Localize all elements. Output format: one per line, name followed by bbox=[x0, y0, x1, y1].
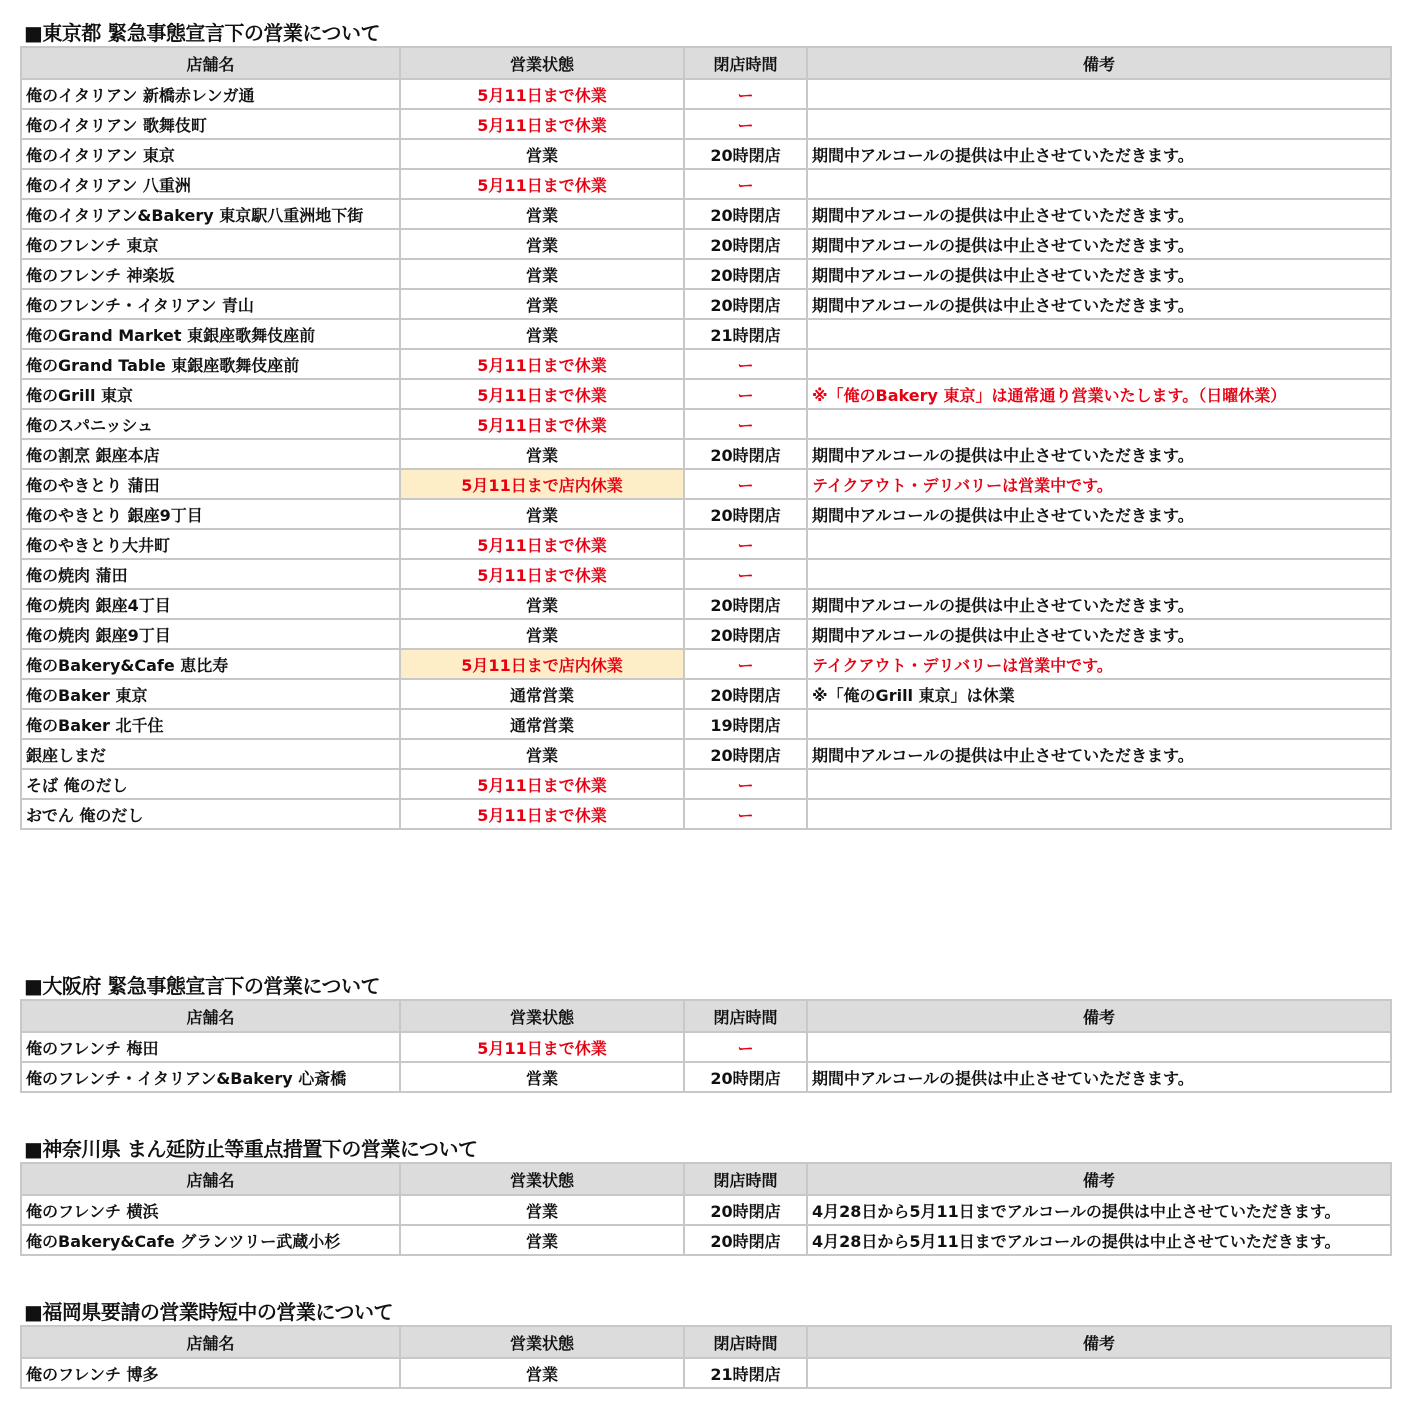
note-cell bbox=[807, 169, 1391, 199]
status-cell: 通常営業 bbox=[400, 709, 684, 739]
table-row bbox=[21, 439, 1391, 469]
note-cell bbox=[807, 529, 1391, 559]
table-row bbox=[21, 1358, 1391, 1388]
closing-time-cell: 21時閉店 bbox=[684, 319, 807, 349]
note-cell: テイクアウト・デリバリーは営業中です。 bbox=[807, 649, 1391, 679]
closing-time-cell: ー bbox=[684, 529, 807, 559]
note-cell bbox=[807, 409, 1391, 439]
note-cell: 期間中アルコールの提供は中止させていただきます。 bbox=[807, 199, 1391, 229]
closing-time-cell: ー bbox=[684, 559, 807, 589]
closing-time-cell: ー bbox=[684, 649, 807, 679]
closing-time-cell: ー bbox=[684, 379, 807, 409]
status-cell: 営業 bbox=[400, 259, 684, 289]
note-cell: 4月28日から5月11日までアルコールの提供は中止させていただきます。 bbox=[807, 1195, 1391, 1225]
status-cell: 5月11日まで休業 bbox=[400, 529, 684, 559]
status-cell: 5月11日まで休業 bbox=[400, 379, 684, 409]
status-cell: 5月11日まで休業 bbox=[400, 169, 684, 199]
shop-name-cell: 俺のフレンチ・イタリアン 青山 bbox=[21, 289, 400, 319]
table-row bbox=[21, 769, 1391, 799]
header-shop-name: 店舗名 bbox=[21, 1000, 400, 1032]
shop-name-cell: 俺のフレンチ・イタリアン&Bakery 心斎橋 bbox=[21, 1062, 400, 1092]
closing-time-cell: 19時閉店 bbox=[684, 709, 807, 739]
table-row bbox=[21, 709, 1391, 739]
note-cell: 期間中アルコールの提供は中止させていただきます。 bbox=[807, 739, 1391, 769]
table-row bbox=[21, 1062, 1391, 1092]
section-title: ■神奈川県 まん延防止等重点措置下の営業について bbox=[24, 1137, 478, 1161]
closing-time-cell: ー bbox=[684, 169, 807, 199]
table-row bbox=[21, 499, 1391, 529]
note-cell bbox=[807, 109, 1391, 139]
note-cell: 期間中アルコールの提供は中止させていただきます。 bbox=[807, 499, 1391, 529]
header-status: 営業状態 bbox=[400, 47, 684, 79]
section-title: ■福岡県要請の営業時短中の営業について bbox=[24, 1300, 393, 1324]
header-note: 備考 bbox=[807, 1000, 1391, 1032]
closing-time-cell: ー bbox=[684, 799, 807, 829]
closing-time-cell: 20時閉店 bbox=[684, 1195, 807, 1225]
closing-time-cell: 20時閉店 bbox=[684, 199, 807, 229]
table-row bbox=[21, 1195, 1391, 1225]
table-row bbox=[21, 679, 1391, 709]
shop-table bbox=[20, 1162, 1392, 1256]
shop-table bbox=[20, 1325, 1392, 1389]
header-closing-time: 閉店時間 bbox=[684, 1000, 807, 1032]
header-closing-time: 閉店時間 bbox=[684, 47, 807, 79]
status-cell: 5月11日まで休業 bbox=[400, 109, 684, 139]
status-cell: 5月11日まで休業 bbox=[400, 769, 684, 799]
header-status: 営業状態 bbox=[400, 1326, 684, 1358]
header-shop-name: 店舗名 bbox=[21, 1326, 400, 1358]
shop-name-cell: 俺のBakery&Cafe グランツリー武蔵小杉 bbox=[21, 1225, 400, 1255]
table-row bbox=[21, 469, 1391, 499]
status-cell: 5月11日まで店内休業 bbox=[400, 469, 684, 499]
note-cell: ※「俺のGrill 東京」は休業 bbox=[807, 679, 1391, 709]
header-closing-time: 閉店時間 bbox=[684, 1163, 807, 1195]
status-cell: 営業 bbox=[400, 1358, 684, 1388]
shop-name-cell: 俺のBaker 北千住 bbox=[21, 709, 400, 739]
section-title: ■東京都 緊急事態宣言下の営業について bbox=[24, 21, 380, 45]
note-cell bbox=[807, 769, 1391, 799]
note-cell: 期間中アルコールの提供は中止させていただきます。 bbox=[807, 229, 1391, 259]
table-row bbox=[21, 349, 1391, 379]
note-cell bbox=[807, 799, 1391, 829]
status-cell: 営業 bbox=[400, 229, 684, 259]
shop-name-cell: 俺の焼肉 銀座4丁目 bbox=[21, 589, 400, 619]
note-cell: 期間中アルコールの提供は中止させていただきます。 bbox=[807, 439, 1391, 469]
closing-time-cell: ー bbox=[684, 1032, 807, 1062]
shop-name-cell: 俺のフレンチ 東京 bbox=[21, 229, 400, 259]
closing-time-cell: 20時閉店 bbox=[684, 1225, 807, 1255]
table-row bbox=[21, 619, 1391, 649]
header-shop-name: 店舗名 bbox=[21, 1163, 400, 1195]
closing-time-cell: 20時閉店 bbox=[684, 259, 807, 289]
status-cell: 営業 bbox=[400, 439, 684, 469]
status-cell: 営業 bbox=[400, 589, 684, 619]
shop-name-cell: 俺のGrill 東京 bbox=[21, 379, 400, 409]
closing-time-cell: 20時閉店 bbox=[684, 619, 807, 649]
status-cell: 営業 bbox=[400, 1062, 684, 1092]
note-cell: 4月28日から5月11日までアルコールの提供は中止させていただきます。 bbox=[807, 1225, 1391, 1255]
shop-name-cell: 俺のやきとり 銀座9丁目 bbox=[21, 499, 400, 529]
note-cell bbox=[807, 1032, 1391, 1062]
status-cell: 営業 bbox=[400, 619, 684, 649]
shop-table bbox=[20, 999, 1392, 1093]
closing-time-cell: 20時閉店 bbox=[684, 139, 807, 169]
shop-name-cell: 俺の割烹 銀座本店 bbox=[21, 439, 400, 469]
table-row bbox=[21, 379, 1391, 409]
closing-time-cell: ー bbox=[684, 349, 807, 379]
shop-name-cell: 俺のやきとり大井町 bbox=[21, 529, 400, 559]
header-note: 備考 bbox=[807, 1326, 1391, 1358]
note-cell: 期間中アルコールの提供は中止させていただきます。 bbox=[807, 259, 1391, 289]
shop-name-cell: 俺のイタリアン 東京 bbox=[21, 139, 400, 169]
closing-time-cell: 20時閉店 bbox=[684, 499, 807, 529]
shop-name-cell: 俺のイタリアン 八重洲 bbox=[21, 169, 400, 199]
shop-name-cell: 俺の焼肉 銀座9丁目 bbox=[21, 619, 400, 649]
table-row bbox=[21, 289, 1391, 319]
status-cell: 5月11日まで休業 bbox=[400, 559, 684, 589]
shop-name-cell: 俺のBakery&Cafe 恵比寿 bbox=[21, 649, 400, 679]
status-cell: 営業 bbox=[400, 1195, 684, 1225]
section-title: ■大阪府 緊急事態宣言下の営業について bbox=[24, 974, 380, 998]
table-row bbox=[21, 589, 1391, 619]
shop-name-cell: 俺のGrand Market 東銀座歌舞伎座前 bbox=[21, 319, 400, 349]
table-row bbox=[21, 799, 1391, 829]
status-cell: 営業 bbox=[400, 739, 684, 769]
status-cell: 5月11日まで休業 bbox=[400, 799, 684, 829]
closing-time-cell: 20時閉店 bbox=[684, 679, 807, 709]
note-cell: ※「俺のBakery 東京」は通常通り営業いたします。（日曜休業） bbox=[807, 379, 1391, 409]
shop-name-cell: 銀座しまだ bbox=[21, 739, 400, 769]
status-cell: 営業 bbox=[400, 289, 684, 319]
header-note: 備考 bbox=[807, 1163, 1391, 1195]
note-cell: 期間中アルコールの提供は中止させていただきます。 bbox=[807, 139, 1391, 169]
shop-name-cell: 俺のフレンチ 横浜 bbox=[21, 1195, 400, 1225]
table-row bbox=[21, 649, 1391, 679]
table-row bbox=[21, 1225, 1391, 1255]
table-row bbox=[21, 229, 1391, 259]
header-row bbox=[21, 1163, 1391, 1195]
closing-time-cell: 20時閉店 bbox=[684, 439, 807, 469]
table-row bbox=[21, 1032, 1391, 1062]
status-cell: 5月11日まで休業 bbox=[400, 79, 684, 109]
note-cell: 期間中アルコールの提供は中止させていただきます。 bbox=[807, 289, 1391, 319]
closing-time-cell: ー bbox=[684, 409, 807, 439]
closing-time-cell: ー bbox=[684, 769, 807, 799]
closing-time-cell: ー bbox=[684, 109, 807, 139]
header-closing-time: 閉店時間 bbox=[684, 1326, 807, 1358]
closing-time-cell: 20時閉店 bbox=[684, 589, 807, 619]
shop-name-cell: 俺のやきとり 蒲田 bbox=[21, 469, 400, 499]
table-row bbox=[21, 739, 1391, 769]
shop-name-cell: そば 俺のだし bbox=[21, 769, 400, 799]
table-row bbox=[21, 319, 1391, 349]
header-row bbox=[21, 47, 1391, 79]
closing-time-cell: 20時閉店 bbox=[684, 1062, 807, 1092]
status-cell: 営業 bbox=[400, 319, 684, 349]
table-row bbox=[21, 79, 1391, 109]
header-status: 営業状態 bbox=[400, 1163, 684, 1195]
closing-time-cell: 20時閉店 bbox=[684, 289, 807, 319]
closing-time-cell: 21時閉店 bbox=[684, 1358, 807, 1388]
table-row bbox=[21, 109, 1391, 139]
note-cell bbox=[807, 79, 1391, 109]
closing-time-cell: ー bbox=[684, 79, 807, 109]
shop-name-cell: 俺のフレンチ 神楽坂 bbox=[21, 259, 400, 289]
status-cell: 5月11日まで休業 bbox=[400, 349, 684, 379]
shop-name-cell: おでん 俺のだし bbox=[21, 799, 400, 829]
table-row bbox=[21, 559, 1391, 589]
table-row bbox=[21, 409, 1391, 439]
note-cell bbox=[807, 709, 1391, 739]
shop-name-cell: 俺のフレンチ 博多 bbox=[21, 1358, 400, 1388]
shop-name-cell: 俺のフレンチ 梅田 bbox=[21, 1032, 400, 1062]
header-shop-name: 店舗名 bbox=[21, 47, 400, 79]
table-row bbox=[21, 169, 1391, 199]
status-cell: 5月11日まで店内休業 bbox=[400, 649, 684, 679]
note-cell bbox=[807, 349, 1391, 379]
header-row bbox=[21, 1326, 1391, 1358]
table-row bbox=[21, 199, 1391, 229]
table-row bbox=[21, 529, 1391, 559]
closing-time-cell: ー bbox=[684, 469, 807, 499]
shop-name-cell: 俺のイタリアン 歌舞伎町 bbox=[21, 109, 400, 139]
header-status: 営業状態 bbox=[400, 1000, 684, 1032]
status-cell: 営業 bbox=[400, 139, 684, 169]
note-cell: 期間中アルコールの提供は中止させていただきます。 bbox=[807, 589, 1391, 619]
shop-name-cell: 俺の焼肉 蒲田 bbox=[21, 559, 400, 589]
note-cell bbox=[807, 319, 1391, 349]
header-note: 備考 bbox=[807, 47, 1391, 79]
table-row bbox=[21, 259, 1391, 289]
note-cell: 期間中アルコールの提供は中止させていただきます。 bbox=[807, 1062, 1391, 1092]
note-cell bbox=[807, 1358, 1391, 1388]
header-row bbox=[21, 1000, 1391, 1032]
closing-time-cell: 20時閉店 bbox=[684, 229, 807, 259]
status-cell: 営業 bbox=[400, 199, 684, 229]
shop-name-cell: 俺のBaker 東京 bbox=[21, 679, 400, 709]
shop-name-cell: 俺のスパニッシュ bbox=[21, 409, 400, 439]
status-cell: 営業 bbox=[400, 499, 684, 529]
note-cell: テイクアウト・デリバリーは営業中です。 bbox=[807, 469, 1391, 499]
status-cell: 5月11日まで休業 bbox=[400, 409, 684, 439]
status-cell: 営業 bbox=[400, 1225, 684, 1255]
shop-name-cell: 俺のGrand Table 東銀座歌舞伎座前 bbox=[21, 349, 400, 379]
table-row bbox=[21, 139, 1391, 169]
closing-time-cell: 20時閉店 bbox=[684, 739, 807, 769]
shop-name-cell: 俺のイタリアン&Bakery 東京駅八重洲地下街 bbox=[21, 199, 400, 229]
note-cell: 期間中アルコールの提供は中止させていただきます。 bbox=[807, 619, 1391, 649]
status-cell: 通常営業 bbox=[400, 679, 684, 709]
shop-name-cell: 俺のイタリアン 新橋赤レンガ通 bbox=[21, 79, 400, 109]
note-cell bbox=[807, 559, 1391, 589]
shop-table bbox=[20, 46, 1392, 830]
status-cell: 5月11日まで休業 bbox=[400, 1032, 684, 1062]
